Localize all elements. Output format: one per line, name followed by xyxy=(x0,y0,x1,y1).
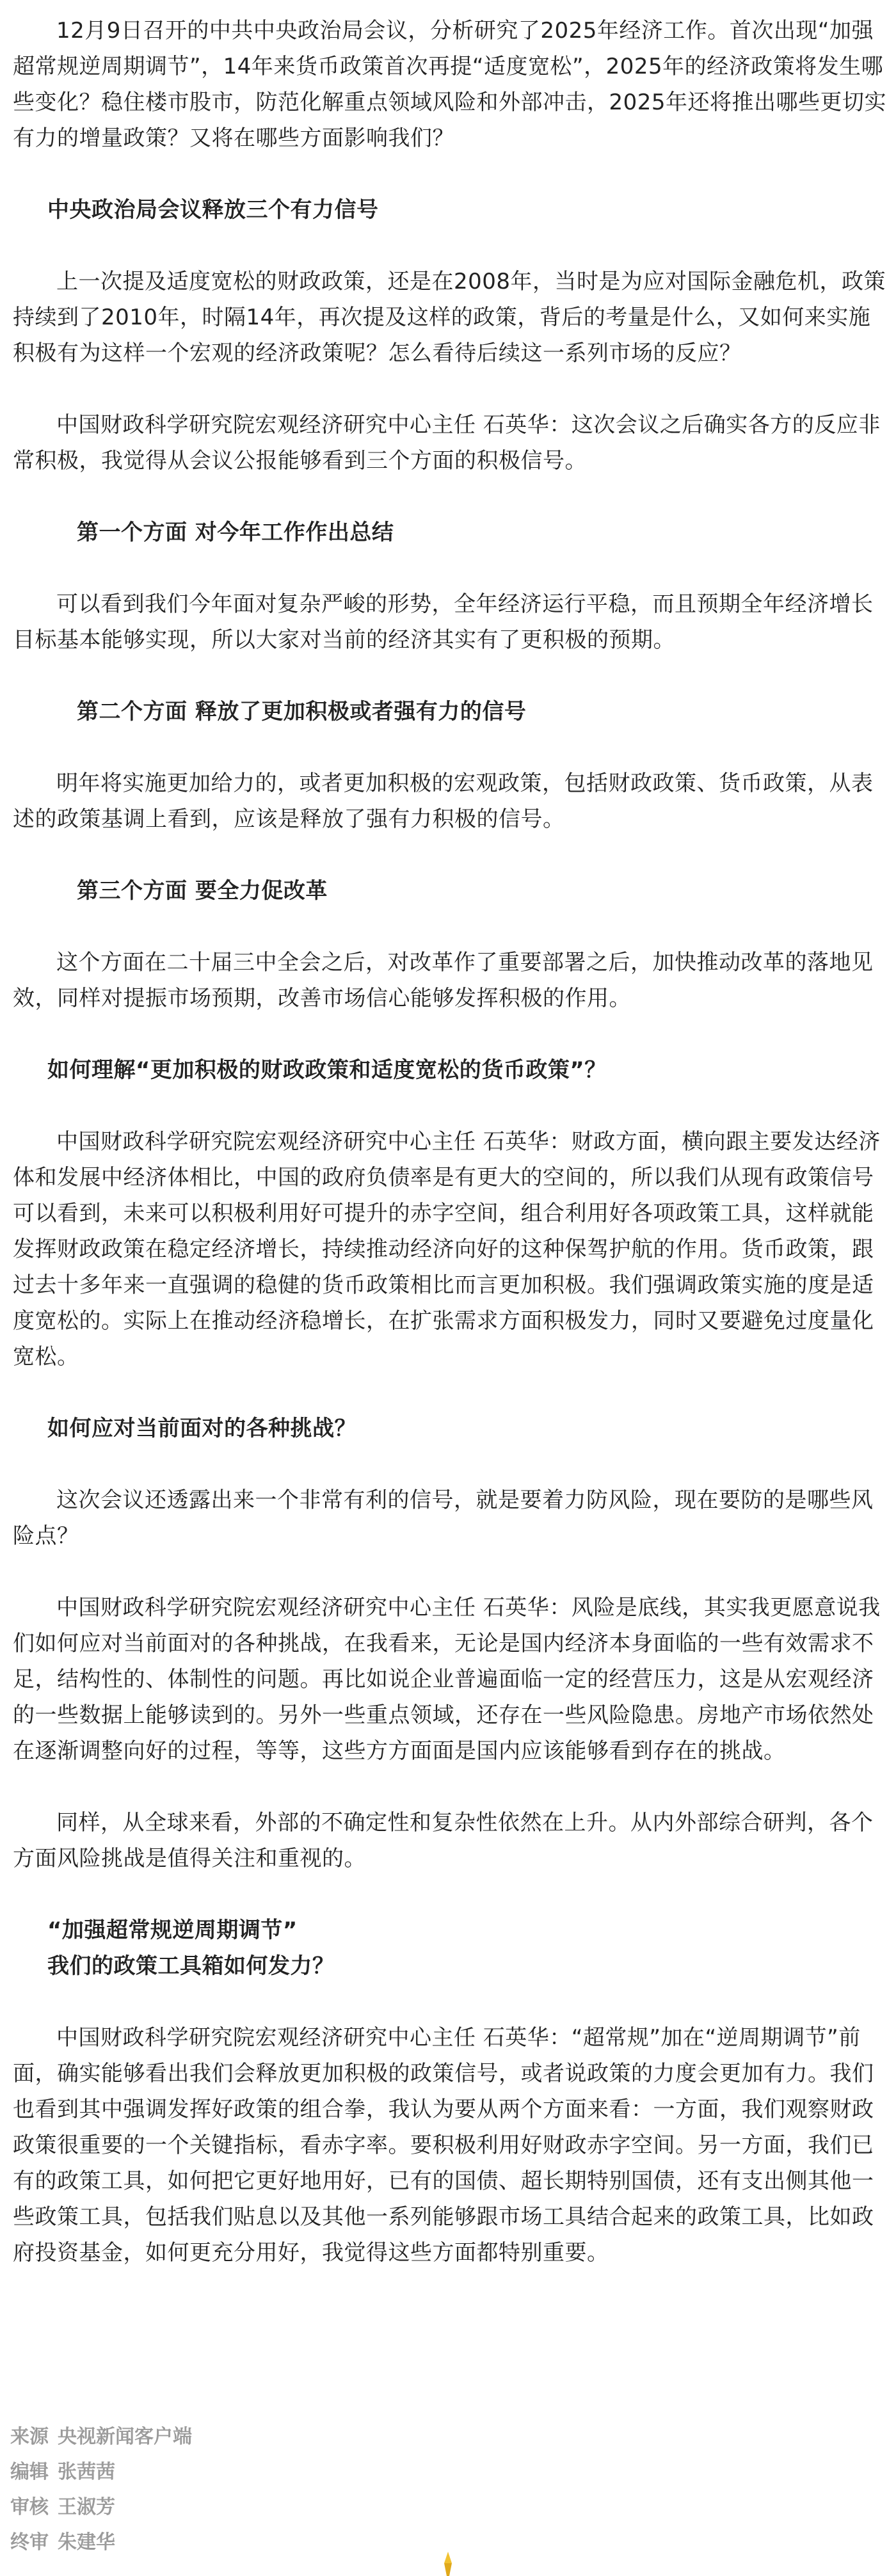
body-paragraph: 中国财政科学研究院宏观经济研究中心主任 石英华：风险是底线，其实我更愿意说我们如何应对当前面对的各种挑战，在我看来，无论是国内经济本身面临的一些有效需求不足，结构性的、体制性的问题。再比如说企业普遍面临一定的经营压力，这是从宏观经济的一些数据上能够读到的。另外一些重点领域，还存在一些风险隐患。房地产市场依然处在逐渐调整向好的过程，等等，这些方方面面是国内应该能够看到存在的挑战。 xyxy=(13,1595,881,1764)
section-heading-line: 第一个方面 对今年工作作出总结 xyxy=(77,520,394,545)
cctv-logo-icon xyxy=(435,2550,461,2576)
credit-row xyxy=(10,2419,192,2454)
credit-row xyxy=(10,2454,192,2490)
section-heading-line: 第三个方面 要全力促改革 xyxy=(77,878,328,904)
body-paragraph: 明年将实施更加给力的，或者更加积极的宏观政策，包括财政政策、货币政策，从表述的政策基调上看到，应该是释放了强有力积极的信号。 xyxy=(13,771,874,832)
credit-value: 张茜茜 xyxy=(58,2461,115,2483)
body-paragraph: 中国财政科学研究院宏观经济研究中心主任 石英华：“超常规”加在“逆周期调节”前面，确实能够看出我们会释放更加积极的政策信号，或者说政策的力度会更加有力。我们也看到其中强调发挥好政策的组合拳，我认为要从两个方面来看：一方面，我们观察财政政策很重要的一个关键指标，看赤字率。要积极利用好财政赤字空间。另一方面，我们已有的政策工具，如何把它更好地用好，已有的国债、超长期特别国债，还有支出侧其他一些政策工具，包括我们贴息以及其他一系列能够跟市场工具结合起来的政策工具，比如政府投资基金，如何更充分用好，我觉得这些方面都特别重要。 xyxy=(13,2025,874,2266)
section-heading xyxy=(13,1052,890,1088)
body-paragraph: 这个方面在二十届三中全会之后，对改革作了重要部署之后，加快推动改革的落地见效，同样对提振市场预期，改善市场信心能够发挥积极的作用。 xyxy=(13,950,874,1011)
credit-row xyxy=(10,2490,192,2525)
body-paragraph: 中国财政科学研究院宏观经济研究中心主任 石英华：财政方面，横向跟主要发达经济体和发展中经济体相比，中国的政府负债率是有更大的空间的，所以我们从现有政策信号可以看到，未来可以积极利用好可提升的赤字空间，组合利用好各项政策工具，这样就能发挥财政政策在稳定经济增长，持续推动经济向好的这种保驾护航的作用。货币政策，跟过去十多年来一直强调的稳健的货币政策相比而言更加积极。我们强调政策实施的度是适度宽松的。实际上在推动经济稳增长，在扩张需求方面积极发力，同时又要避免过度量化宽松。 xyxy=(13,1129,881,1370)
credit-label: 终审 xyxy=(10,2531,49,2554)
credit-label: 编辑 xyxy=(10,2461,49,2483)
section-heading xyxy=(13,192,890,228)
body-paragraph: 12月9日召开的中共中央政治局会议，分析研究了2025年经济工作。首次出现“加强超常规逆周期调节”，14年来货币政策首次再提“适度宽松”，2025年的经济政策将发生哪些变化？稳住楼市股市，防范化解重点领域风险和外部冲击，2025年还将推出哪些更切实有力的增量政策？又将在哪些方面影响我们？ xyxy=(13,18,887,151)
credits-block xyxy=(10,2419,192,2560)
article-body xyxy=(13,13,890,2307)
credit-value: 王淑芳 xyxy=(58,2496,115,2518)
section-heading-line: “加强超常规逆周期调节” xyxy=(47,1917,298,1943)
body-paragraph: 这次会议还透露出来一个非常有利的信号，就是要着力防风险，现在要防的是哪些风险点？ xyxy=(13,1487,874,1549)
body-paragraph: 同样，从全球来看，外部的不确定性和复杂性依然在上升。从内外部综合研判，各个方面风险挑战是值得关注和重视的。 xyxy=(13,1810,874,1871)
section-heading-line: 如何应对当前面对的各种挑战？ xyxy=(47,1416,356,1441)
section-heading xyxy=(13,1912,890,1984)
section-heading xyxy=(13,515,890,550)
section-heading-line: 第二个方面 释放了更加积极或者强有力的信号 xyxy=(77,699,527,724)
section-heading-line: 中央政治局会议释放三个有力信号 xyxy=(47,197,379,223)
section-heading xyxy=(13,694,890,730)
credit-label: 审核 xyxy=(10,2496,49,2518)
credit-value: 央视新闻客户端 xyxy=(58,2426,192,2448)
section-heading-line: 我们的政策工具箱如何发力？ xyxy=(47,1953,335,1979)
section-heading xyxy=(13,1411,890,1446)
section-heading xyxy=(13,873,890,909)
credit-label: 来源 xyxy=(10,2426,49,2448)
body-paragraph: 上一次提及适度宽松的财政政策，还是在2008年，当时是为应对国际金融危机，政策持续到了2010年，时隔14年，再次提及这样的政策，背后的考量是什么，又如何来实施积极有为这样一个宏观的经济政策呢？怎么看待后续这一系列市场的反应？ xyxy=(13,269,886,366)
body-paragraph: 中国财政科学研究院宏观经济研究中心主任 石英华：这次会议之后确实各方的反应非常积极，我觉得从会议公报能够看到三个方面的积极信号。 xyxy=(13,412,881,474)
section-heading-line: 如何理解“更加积极的财政政策和适度宽松的货币政策”？ xyxy=(47,1057,607,1083)
credit-row xyxy=(10,2525,192,2560)
credit-value: 朱建华 xyxy=(58,2531,115,2554)
body-paragraph: 可以看到我们今年面对复杂严峻的形势，全年经济运行平稳，而且预期全年经济增长目标基本能够实现，所以大家对当前的经济其实有了更积极的预期。 xyxy=(13,591,874,653)
